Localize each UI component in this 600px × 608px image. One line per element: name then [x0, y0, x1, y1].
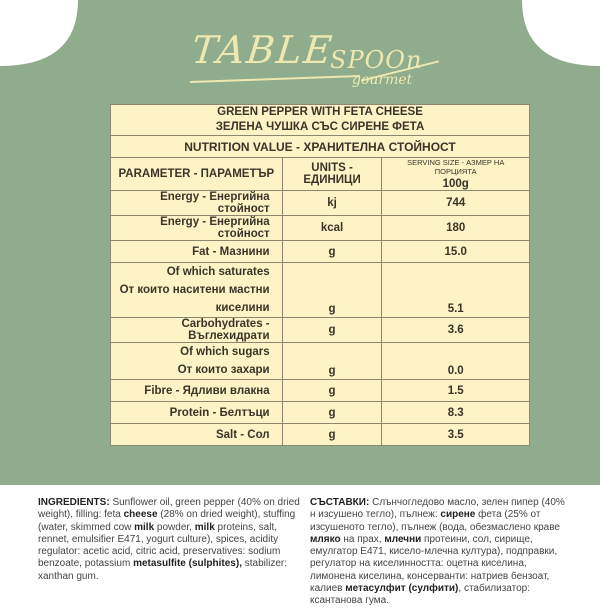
unit-cell: kj	[282, 191, 382, 216]
ingredients-label: СЪСТАВКИ:	[310, 497, 370, 508]
ingredients-text: протеини, сол, сирище, емулгатор Е471, кисело-млечна култура), подправки, регулатор на киселинността: оцетна киселина, лимонена киселина, консерванти: натриев бензоат, калиев	[310, 533, 558, 595]
product-title	[111, 105, 530, 136]
param-cell: Fibre - Ядливи влакна	[111, 380, 283, 402]
param-cell	[111, 263, 283, 318]
product-title-row	[111, 105, 530, 136]
header-parameter: PARAMETER - ПАРАМЕТЪР	[111, 158, 283, 191]
unit-cell: g	[282, 318, 382, 343]
table-row	[111, 241, 530, 263]
ingredients-en	[38, 497, 300, 583]
value-cell: 5.1	[382, 263, 530, 318]
logo-main-text: TABLE	[189, 28, 336, 72]
unit-cell: g	[282, 402, 382, 424]
value-cell: 180	[382, 216, 530, 241]
allergen-text: мляко	[310, 533, 341, 545]
value-cell: 8.3	[382, 402, 530, 424]
value-cell: 0.0	[382, 343, 530, 380]
ingredients-text: , стабилизатор: ксантанова гума.	[310, 583, 531, 607]
serving-size-value: 100g	[442, 178, 469, 190]
value-cell: 3.5	[382, 424, 530, 446]
param-cell: Energy - Енергийна стойност	[111, 191, 283, 216]
value-cell: 744	[382, 191, 530, 216]
unit-cell: g	[282, 424, 382, 446]
param-cell	[111, 343, 283, 380]
product-name-bg: ЗЕЛЕНА ЧУШКА СЪС СИРЕНЕ ФЕТА	[215, 121, 425, 133]
unit-cell: g	[282, 380, 382, 402]
serving-size-label: SERVING SIZE - АЗМЕР НА ПОРЦИЯТА	[407, 158, 505, 176]
ingredients-text: на прах,	[340, 533, 385, 545]
logo-spoon-text: SPOOn	[330, 46, 423, 74]
header-row	[111, 158, 530, 191]
logo-spoon-handle	[190, 75, 360, 83]
header-units: UNITS - ЕДИНИЦИ	[282, 158, 382, 191]
allergen-text: milk	[134, 521, 155, 533]
allergen-text: метасулфит (сулфити)	[345, 583, 459, 595]
table-row	[111, 343, 530, 380]
ingredients-text: Слънчогледово масло, зелен пипер (40% н изсушено тегло), пълнеж:	[310, 497, 565, 521]
value-cell: 3.6	[382, 318, 530, 343]
table-row	[111, 216, 530, 241]
param-cell: Carbohydrates - Въглехидрати	[111, 318, 283, 343]
param-line-en: Of which saturates	[166, 266, 270, 278]
ingredients-text: powder,	[154, 521, 195, 533]
param-cell: Protein - Белтъци	[111, 402, 283, 424]
ingredients-text: Sunflower oil, green pepper (40% on dried weight), filling: feta	[38, 497, 300, 521]
param-line-bg: От които захари	[177, 364, 270, 376]
table-spoon-logo	[180, 22, 440, 102]
ingredients-text: (28% on dried weight), stuffing (water, skimmed cow	[38, 509, 296, 533]
param-cell: Fat - Мазнини	[111, 241, 283, 263]
logo-gourmet-text: gourmet	[352, 72, 413, 88]
table-row	[111, 318, 530, 343]
allergen-text: млечни	[384, 533, 422, 545]
table-row	[111, 191, 530, 216]
allergen-text: сирене	[440, 509, 476, 521]
ingredients-text: фета (25% от изсушеното тегло), пълнеж (вода, обезмаслено краве	[310, 509, 560, 533]
value-cell: 1.5	[382, 380, 530, 402]
unit-cell: kcal	[282, 216, 382, 241]
unit-cell: g	[282, 241, 382, 263]
param-line-bg: От които наситени мастни киселини	[119, 284, 270, 314]
allergen-text: milk	[194, 521, 215, 533]
value-cell: 15.0	[382, 241, 530, 263]
allergen-text: cheese	[123, 509, 158, 521]
param-cell: Energy - Енергийна стойност	[111, 216, 283, 241]
nutrition-table	[110, 104, 530, 446]
ingredients-text: proteins, salt, rennet, emulsifier E471, yogurt culture), spices, acidity regulator: acetic acid, citric acid, preservatives: sodium benzoate, potassium	[38, 521, 281, 570]
table-row	[111, 424, 530, 446]
section-title-row	[111, 136, 530, 158]
table-row	[111, 380, 530, 402]
header-serving	[382, 158, 530, 191]
ingredients-bg	[310, 497, 572, 608]
allergen-text: metasulfite (sulphites),	[133, 558, 242, 570]
ingredients-label: INGREDIENTS:	[38, 497, 110, 508]
unit-cell: g	[282, 343, 382, 380]
unit-cell: g	[282, 263, 382, 318]
table-row	[111, 402, 530, 424]
param-cell: Salt - Сол	[111, 424, 283, 446]
table-row	[111, 263, 530, 318]
product-name-en: GREEN PEPPER WITH FETA CHEESE	[217, 106, 423, 118]
param-line-en: Of which sugars	[180, 346, 270, 358]
ingredients-text: stabilizer: xanthan gum.	[38, 558, 287, 582]
section-title: NUTRITION VALUE - ХРАНИТЕЛНА СТОЙНОСТ	[111, 136, 530, 158]
